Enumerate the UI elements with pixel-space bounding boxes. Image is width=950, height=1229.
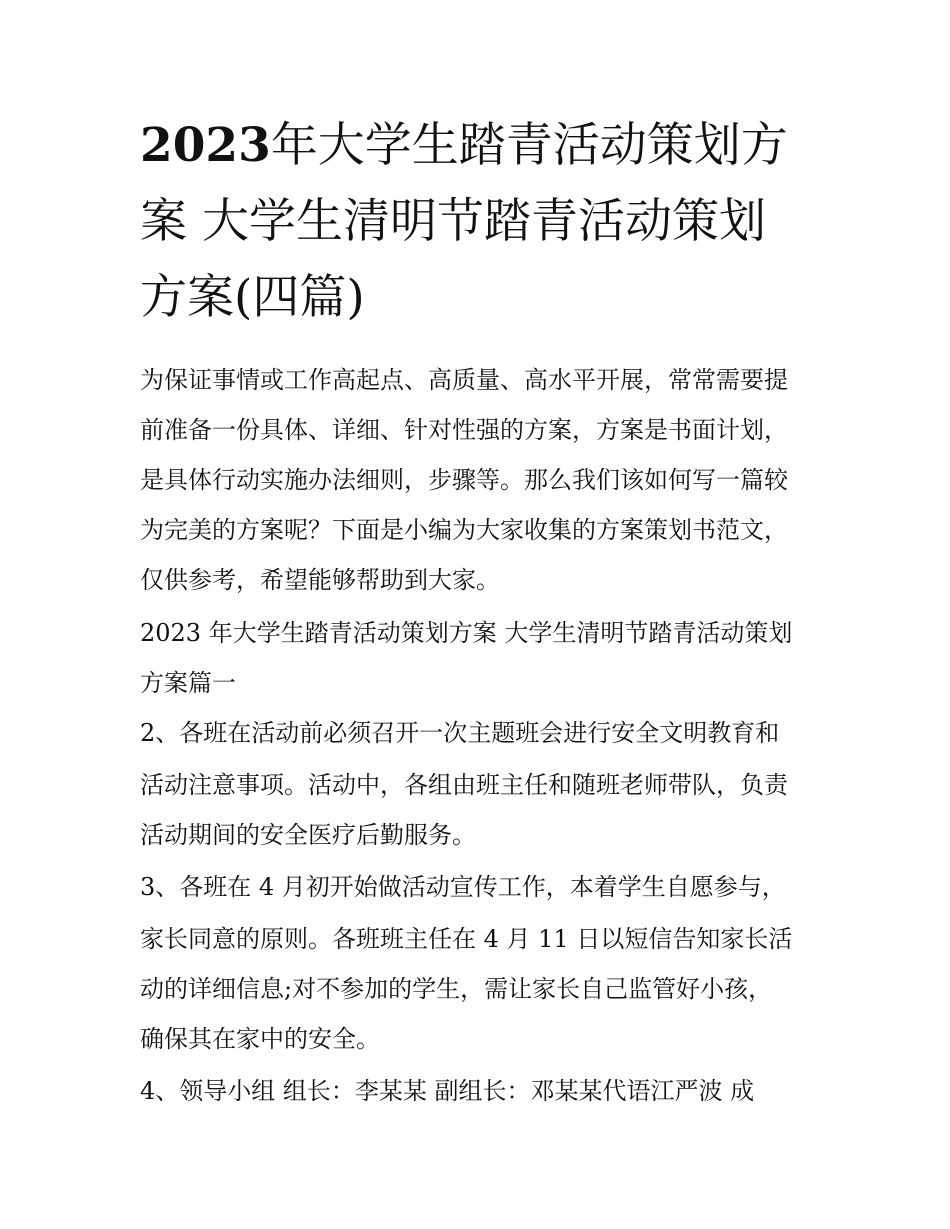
item-3-line-3: 动的详细信息;对不参加的学生，需让家长自己监管好小孩， [140,975,773,1003]
intro-line-5: 仅供参考，希望能够帮助到大家。 [140,566,500,594]
intro-line-4: 为完美的方案呢？下面是小编为大家收集的方案策划书范文， [140,516,788,544]
item-2-line-1: 2、各班在活动前必须召开一次主题班会进行安全文明教育和 [140,719,780,747]
item-2-line-3: 活动期间的安全医疗后勤服务。 [140,821,476,849]
item-2-line-2: 活动注意事项。活动中，各组由班主任和随班老师带队，负责 [140,771,788,799]
intro-line-3: 是具体行动实施办法细则，步骤等。那么我们该如何写一篇较 [140,466,788,494]
title-line-1: 年大学生踏青活动策划方 [270,118,788,173]
title-line-3: 方案(四篇) [140,270,365,325]
intro-line-2: 前准备一份具体、详细、针对性强的方案，方案是书面计划， [140,416,788,444]
title-line-2: 案 大学生清明节踏青活动策划 [140,194,766,249]
item-3-line-2: 家长同意的原则。各班班主任在 4 月 11 日以短信告知家长活 [140,925,793,953]
intro-line-1: 为保证事情或工作高起点、高质量、高水平开展，常常需要提 [140,366,788,394]
document-title [140,108,820,336]
item-3-line-1: 3、各班在 4 月初开始做活动宣传工作，本着学生自愿参与， [140,873,786,901]
item-4-line-1: 4、领导小组 组长：李某某 副组长：邓某某代语江严波 成 [140,1077,755,1105]
item-3-line-4: 确保其在家中的安全。 [140,1025,380,1053]
title-year: 2023 [140,118,271,173]
section-heading-line-1: 2023 年大学生踏青活动策划方案 大学生清明节踏青活动策划 [140,619,793,647]
section-heading-line-2: 方案篇一 [140,669,236,697]
